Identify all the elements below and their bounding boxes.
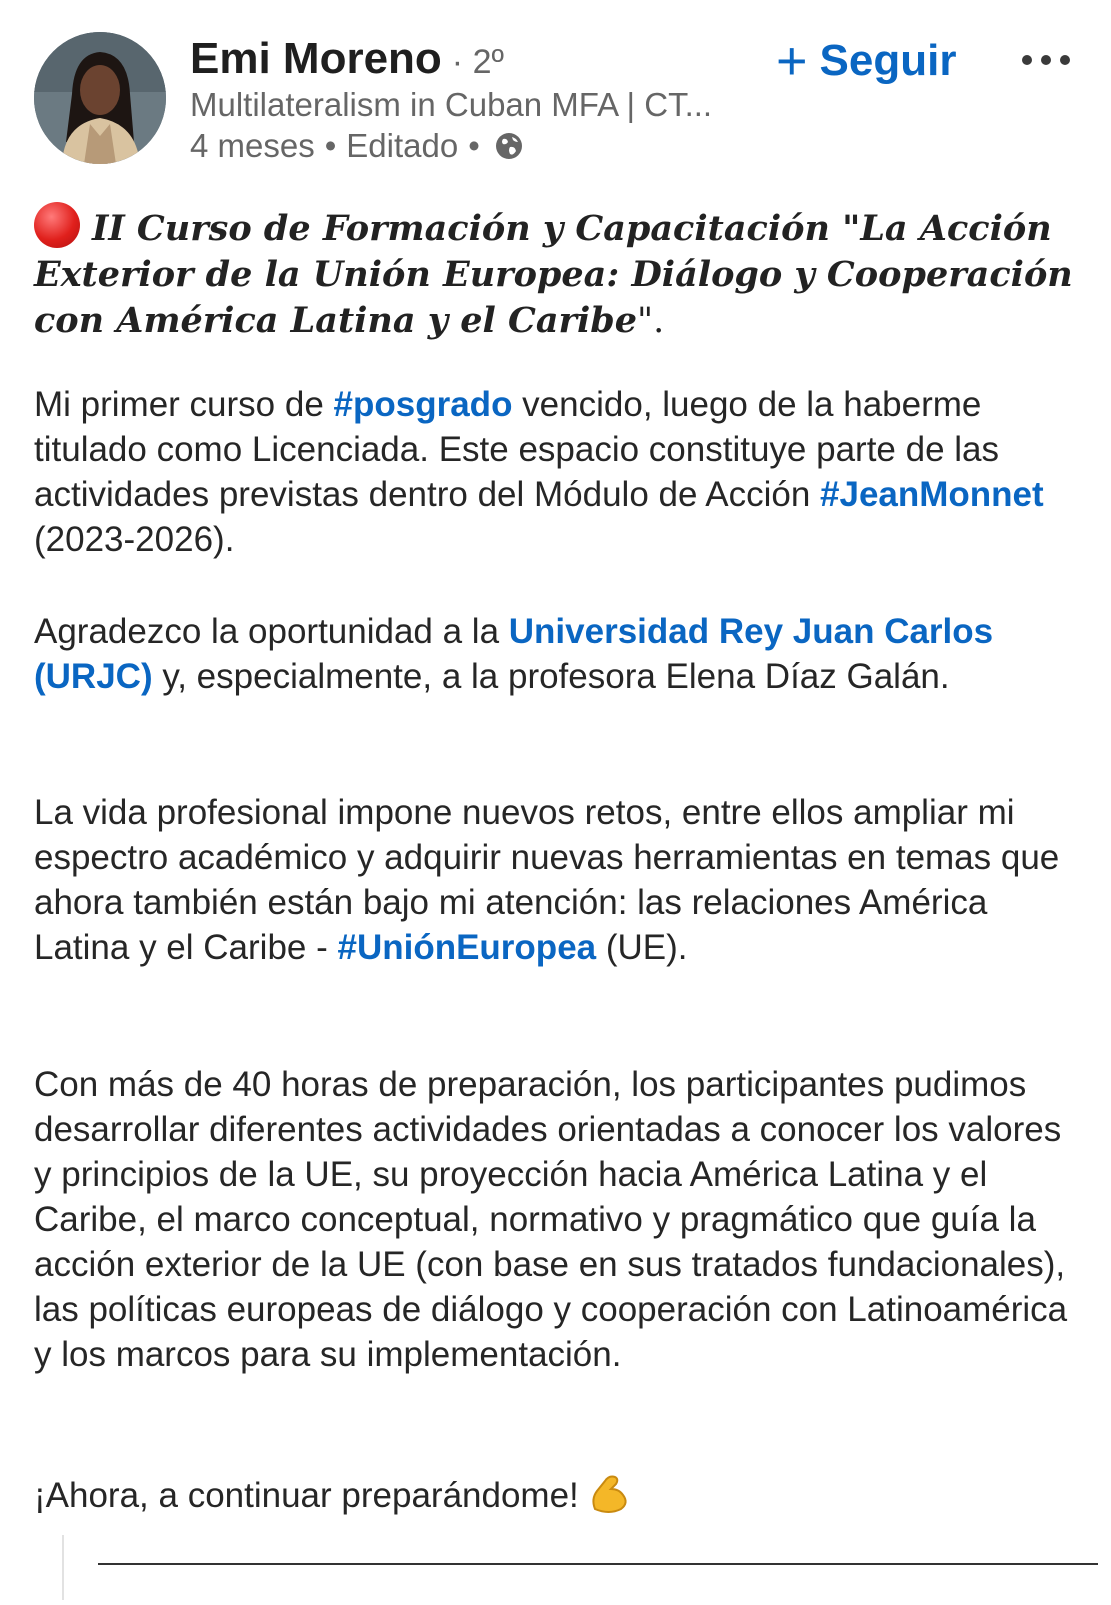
- author-avatar[interactable]: [34, 32, 166, 164]
- more-dot: [1060, 55, 1070, 65]
- hashtag-jeanmonnet[interactable]: #JeanMonnet: [820, 475, 1044, 514]
- edited-label: Editado: [346, 127, 459, 164]
- post-paragraph-4: Con más de 40 horas de preparación, los participantes pudimos desarrollar diferentes actividades orientadas a conocer los valores y principios de la UE, su proyección hacia América Latina y el Caribe, el marco conceptual, normativo y pragmático que guía la acción exterior de la UE (con base en sus tratados fundacionales), las políticas europeas de diálogo y cooperación con Latinoamérica y los marcos para su implementación.: [34, 1065, 1068, 1374]
- post-paragraph-5: [34, 1469, 1084, 1518]
- post-time: 4 meses: [190, 127, 315, 164]
- follow-label: Seguir: [819, 36, 957, 85]
- avatar-photo: [34, 32, 166, 164]
- text-span: ¡Ahora, a continuar preparándome!: [34, 1476, 579, 1515]
- red-circle-icon: [34, 202, 80, 248]
- post-title-text: II Curso de Formación y Capacitación "La Acción Exterior de la Unión Europea: Diálogo y Cooperación con América Latina y el Caribe: [34, 208, 1073, 341]
- meta-separator: •: [468, 127, 480, 164]
- hashtag-posgrado[interactable]: #posgrado: [333, 385, 513, 424]
- more-dot: [1041, 55, 1051, 65]
- meta-separator: •: [324, 127, 337, 164]
- post-paragraph-1: [34, 382, 1084, 562]
- hashtag-unioneuropea[interactable]: #UniónEuropea: [337, 928, 597, 967]
- more-dot: [1022, 55, 1032, 65]
- plus-icon: +: [776, 31, 808, 91]
- author-name[interactable]: Emi Moreno: [190, 34, 442, 83]
- embedded-card-edge: [98, 1563, 1098, 1605]
- post-title: [34, 202, 1084, 344]
- divider: [62, 1535, 64, 1600]
- text-span: (2023-2026).: [34, 520, 235, 559]
- text-span: vencido, luego de la haberme titulado como Licenciada. Este espacio constituye parte de las actividades previstas dentro del Módulo de Acción: [34, 385, 1000, 514]
- text-span: y, especialmente, a la profesora Elena Díaz Galán.: [152, 657, 950, 696]
- author-name-line: [190, 34, 504, 84]
- text-span: (UE).: [596, 928, 688, 967]
- author-headline: Multilateralism in Cuban MFA | CT...: [190, 86, 713, 123]
- post-paragraph-2: [34, 609, 1084, 699]
- more-options-button[interactable]: [1022, 42, 1070, 78]
- text-span: La vida profesional impone nuevos retos, entre ellos ampliar mi espectro académico y adquirir nuevas herramientas en temas que ahora también están bajo mi atención: las relaciones América Latina y el Caribe -: [34, 793, 1060, 967]
- post-meta: [190, 127, 524, 165]
- post-paragraph-3: [34, 790, 1084, 970]
- text-span: Agradezco la oportunidad a la: [34, 612, 509, 651]
- globe-icon: [494, 131, 524, 161]
- post-title-end: ".: [637, 301, 665, 341]
- follow-button[interactable]: [776, 31, 957, 91]
- text-span: Mi primer curso de: [34, 385, 334, 424]
- flexed-biceps-icon: [585, 1469, 633, 1517]
- connection-degree: · 2º: [451, 43, 504, 81]
- mention-urjc[interactable]: Universidad Rey Juan Carlos (URJC): [34, 612, 994, 696]
